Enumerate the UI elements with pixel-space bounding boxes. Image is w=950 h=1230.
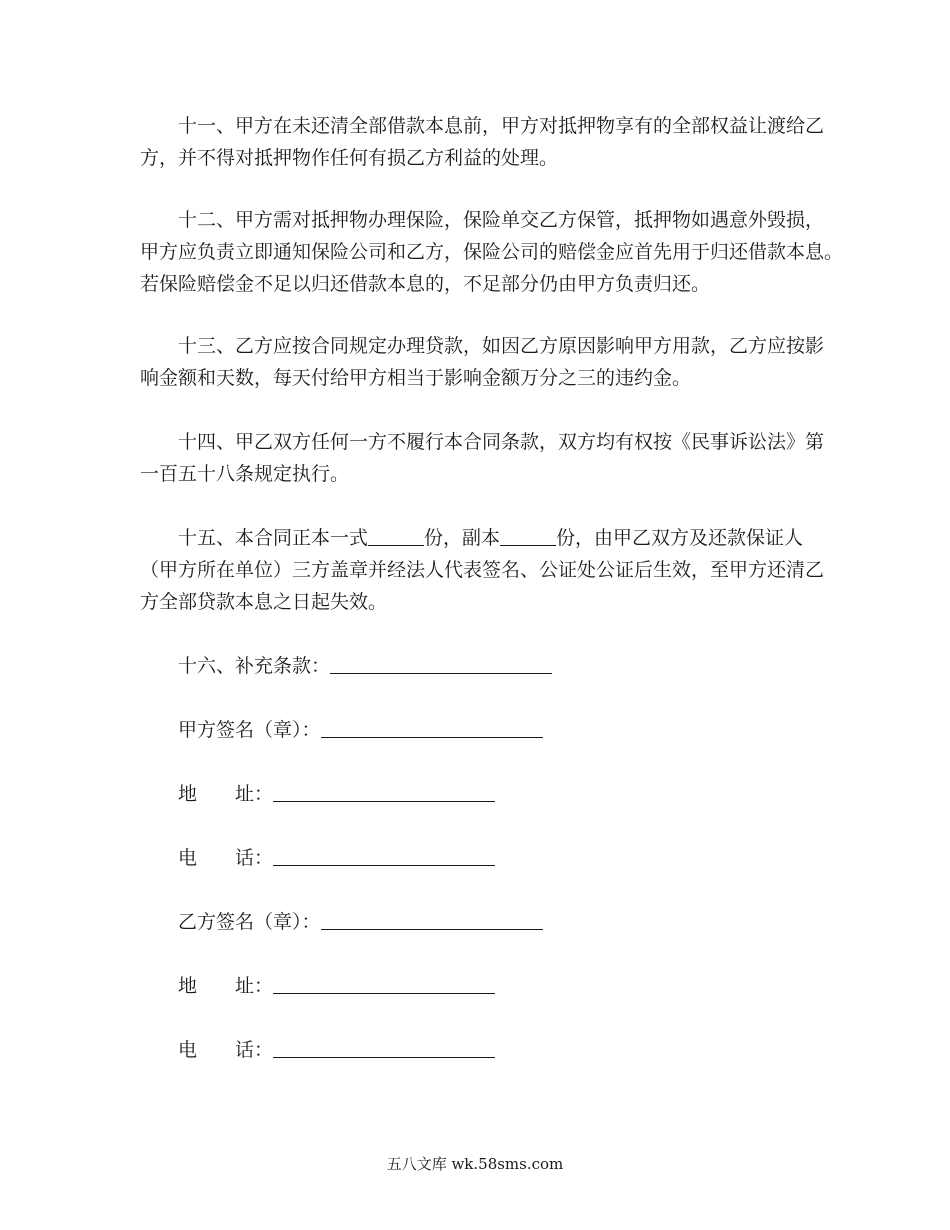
party-b-sign-row (178, 908, 543, 936)
party-a-sign-row (178, 716, 543, 744)
clause-line (140, 330, 825, 362)
party-b-sign-line[interactable] (321, 909, 543, 930)
original-copies-blank[interactable] (368, 525, 424, 546)
clause-14 (140, 426, 825, 490)
address-label-char: 地 (178, 975, 198, 997)
clause-text: 份，副本 (424, 527, 501, 549)
clause-line (140, 458, 818, 490)
clause-line (140, 362, 818, 394)
clause-line (140, 236, 844, 268)
footer-watermark: 五八文库 wk.58sms.com (386, 1155, 564, 1173)
clause-text: 方，并不得对抵押物作任何有损乙方利益的处理。 (140, 147, 559, 169)
clause-text: 若保险赔偿金不足以归还借款本息的，不足部分仍由甲方负责归还。 (140, 273, 711, 295)
supplement-line[interactable] (330, 653, 552, 674)
clause-text: 十一、甲方在未还清全部借款本息前，甲方对抵押物享有的全部权益让渡给乙 (178, 115, 825, 137)
party-a-phone-row (178, 844, 495, 872)
clause-line (140, 142, 818, 174)
party-a-sign-label: 甲方签名（章）： (178, 719, 321, 741)
phone-label-char: 电 (178, 1039, 198, 1061)
clause-text: 十三、乙方应按合同规定办理贷款，如因乙方原因影响甲方用款，乙方应按影 (178, 335, 825, 357)
clause-text: 十四、甲乙双方任何一方不履行本合同条款，双方均有权按《民事诉讼法》第 (178, 431, 825, 453)
clause-text: 份，由甲乙双方及还款保证人 (556, 527, 804, 549)
duplicate-copies-blank[interactable] (500, 525, 556, 546)
clause-line (140, 554, 825, 586)
party-a-address-row (178, 780, 495, 808)
address-label-char: 址： (235, 783, 274, 805)
clause-text: （甲方所在单位）三方盖章并经法人代表签名、公证处公证后生效，至甲方还清乙 (140, 559, 825, 581)
address-label-char: 地 (178, 783, 198, 805)
clause-line (140, 268, 818, 300)
clause-12 (140, 204, 844, 300)
clause-text: 甲方应负责立即通知保险公司和乙方，保险公司的赔偿金应首先用于归还借款本息。 (140, 241, 844, 263)
supplement-label: 十六、补充条款： (178, 655, 331, 677)
party-b-phone-line[interactable] (273, 1037, 495, 1058)
clause-text: 十五、本合同正本一式 (178, 527, 369, 549)
clause-line (140, 522, 818, 554)
party-b-phone-row (178, 1036, 495, 1064)
phone-label-char: 话： (235, 1039, 274, 1061)
supplement-row (178, 652, 552, 680)
clause-text: 十二、甲方需对抵押物办理保险，保险单交乙方保管，抵押物如遇意外毁损， (178, 209, 825, 231)
phone-label-char: 话： (235, 847, 274, 869)
clause-line (140, 204, 825, 236)
party-a-sign-line[interactable] (321, 717, 543, 738)
clause-text: 方全部贷款本息之日起失效。 (140, 591, 388, 613)
clause-text: 响金额和天数，每天付给甲方相当于影响金额万分之三的违约金。 (140, 367, 692, 389)
party-b-address-line[interactable] (273, 973, 495, 994)
phone-label-char: 电 (178, 847, 198, 869)
clause-line (140, 586, 818, 618)
party-b-sign-label: 乙方签名（章）： (178, 911, 321, 933)
clause-15 (140, 522, 825, 618)
clause-13 (140, 330, 825, 394)
clause-11 (140, 110, 825, 174)
address-label-char: 址： (235, 975, 274, 997)
clause-line (140, 426, 825, 458)
clause-line (140, 110, 825, 142)
party-b-address-row (178, 972, 495, 1000)
party-a-phone-line[interactable] (273, 845, 495, 866)
clause-text: 一百五十八条规定执行。 (140, 463, 350, 485)
party-a-address-line[interactable] (273, 781, 495, 802)
